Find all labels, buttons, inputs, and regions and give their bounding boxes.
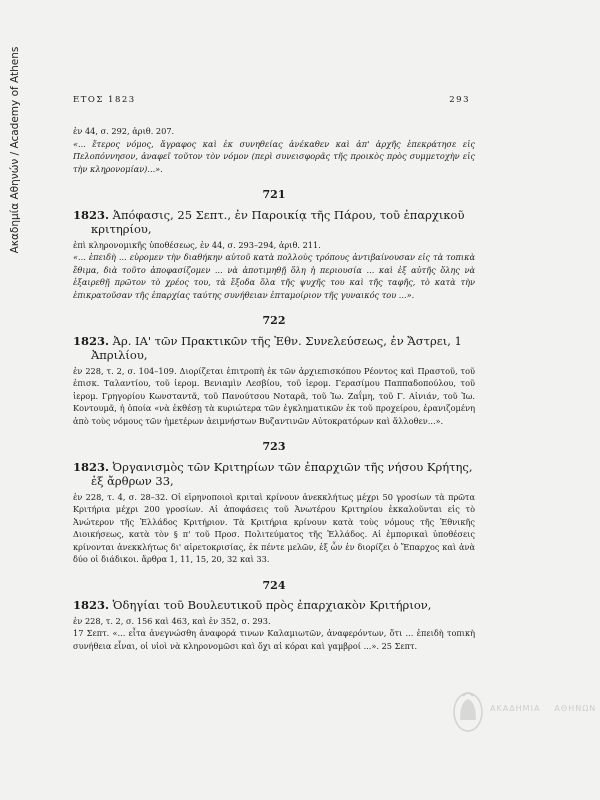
running-title: ΕΤΟΣ 1823 bbox=[73, 95, 136, 105]
entry-text: ἐν 228, τ. 2, σ. 104–109. Διορίζεται ἐπιτροπὴ ἐκ τῶν ἀρχιεπισκόπου Ρέοντος καὶ Πραστοῦ, τοῦ ἐπισκ. Ταλαντίου, τοῦ ἱερομ. Βενιαμὶν Λεσβίου, τοῦ ἱερομ. Γερασίμου Παππαδοπούλου, τοῦ ἱερομ. Γρηγορίου Κωνσταντᾶ, τοῦ Πανούτσου Νοταρᾶ, τοῦ Ἰω. Ζαΐμη, τοῦ Γ. Αἰνιάν, τοῦ Ἰω. Κοντουμᾶ, ἡ ὁποία «νὰ ἐκθέσῃ τὰ κυριώτερα τῶν ἐγκληματικῶν ἐκ τοῦ προχείρου, ἐρανιζομένη ἀπὸ τοὺς νόμους τῶν ἡμετέρων ἀειμνήστων Βυζαντινῶν Αὐτοκρατόρων καὶ ἄλλοθεν...». bbox=[73, 365, 475, 426]
logo-text-right: ΑΘΗΝΩΝ bbox=[554, 704, 597, 713]
academy-logo-watermark bbox=[450, 690, 597, 735]
entry-721 bbox=[73, 189, 475, 301]
entry-year: 1823. bbox=[73, 459, 110, 474]
page-number: 293 bbox=[449, 95, 470, 105]
entry-number: 724 bbox=[262, 578, 286, 592]
entry-year: 1823. bbox=[73, 598, 110, 612]
entry-text: 17 Σεπτ. «... εἶτα ἀνεγνώσθη ἀναφορά τινων Καλαμιωτῶν, ἀναφερόντων, ὅτι ... ἐπειδὴ τοπικὴ συνήθεια εἶναι, οἱ υἱοὶ νὰ κληρονομῶσι καὶ ὄχι αἱ κόραι καὶ γαμβροί ...». 25 Σεπτ. bbox=[73, 628, 475, 651]
entry-title bbox=[73, 460, 475, 489]
entry-722 bbox=[73, 315, 475, 427]
side-watermark-text: Ακαδημία Αθηνών / Academy of Athens bbox=[9, 46, 21, 254]
side-watermark bbox=[6, 40, 24, 260]
entry-723 bbox=[73, 441, 475, 566]
entry-title-text: Ὀργανισμὸς τῶν Κριτηρίων τῶν ἐπαρχιῶν τῆς νήσου Κρήτης, ἐξ ἄρθρων 33, bbox=[91, 459, 473, 488]
entry-year: 1823. bbox=[73, 333, 110, 348]
helmet-emblem-icon bbox=[450, 690, 486, 734]
entry-title-text: Ἀρ. ΙΑ' τῶν Πρακτικῶν τῆς Ἐθν. Συνελεύσεως, ἐν Ἄστρει, 1 Ἀπριλίου, bbox=[91, 333, 462, 362]
running-header bbox=[73, 95, 470, 105]
entry-text: «... ἐπειδὴ ... εὑρομεν τὴν διαθήκην αὐτοῦ κατὰ πολλοὺς τρόπους ἀντιβαίνουσαν εἰς τὰ τοπικὰ ἔθιμα, διὰ τοῦτο ἀποφασίζομεν ... νὰ ἀποτιμηθῇ ὅλη ἡ περιουσία ... καὶ ἐξ αὐτῆς ὅλης νὰ ἐξαιρεθῇ πρῶτον τὸ χρέος του, τὰ ἔξοδα ὅλα τῆς ψυχῆς του καὶ τῆς ταφῆς, τὸ κατὰ τὴν ἐπικρατοῦσαν τῆς ἐπαρχίας ταύτης συνήθειαν ἐπταμοίριον τῆς γυναικός του ...». bbox=[73, 252, 475, 300]
entry-724 bbox=[73, 580, 475, 653]
page-content bbox=[73, 125, 475, 652]
entry-number: 721 bbox=[262, 188, 286, 201]
entry-text: ἐν 228, τ. 4, σ. 28–32. Οἱ εἰρηνοποιοὶ κριταὶ κρίνουν ἀνεκκλήτως μέχρι 50 γροσίων τὰ πρῶτα Κριτήρια μέχρι 200 γροσίων. Αἱ ἀποφάσεις τοῦ Ἀνωτέρου Κριτηρίου ἐκκαλοῦνται εἰς τὸ Ἀνώτερον τῆς Ἑλλάδος Κριτήριον. Τὰ Κριτήρια κρίνουν κατὰ τοὺς νόμους τῆς Ἐθνικῆς Διοικήσεως, κατὰ τὸν § π' τοῦ Προσ. Πολιτεύματος τῆς Ἑλλάδος. Αἱ ἐμπορικαὶ ὑποθέσεις κρίνονται ἀνεκκλήτως δι' αἱρετοκρισίας, ἐκ πέντε μελῶν, ἐξ ὧν ἐν διορίζει ὁ Ἔπαρχος καὶ ἀνὰ δύο οἱ διάδικοι. ἄρθρα 1, 11, 15, 20, 32 καὶ 33. bbox=[73, 491, 475, 564]
logo-watermark-text bbox=[490, 704, 596, 713]
entry-number: 723 bbox=[262, 440, 286, 453]
entry-title bbox=[73, 208, 475, 237]
entry-title bbox=[73, 334, 475, 363]
entry-title-text: Ὁδηγίαι τοῦ Βουλευτικοῦ πρὸς ἐπαρχιακὸν Κριτήριον, bbox=[112, 598, 432, 612]
entry-ref: ἐπὶ κληρονομικῆς ὑποθέσεως, ἐν 44, σ. 293–294, ἀριθ. 211. bbox=[73, 239, 321, 250]
entry-number: 722 bbox=[262, 314, 286, 327]
entry-title bbox=[73, 598, 475, 613]
entry-year: 1823. bbox=[73, 207, 110, 222]
entry-title-text: Ἀπόφασις, 25 Σεπτ., ἐν Παροικίᾳ τῆς Πάρου, τοῦ ἐπαρχικοῦ κριτηρίου, bbox=[91, 207, 465, 236]
continuation-ref: ἐν 44, σ. 292, ἀριθ. 207. bbox=[73, 126, 175, 136]
continuation-quote: «... ἕτερος νόμος, ἄγραφος καὶ ἐκ συνηθείας ἀνέκαθεν καὶ ἀπ' ἀρχῆς ἐπεκράτησε εἰς Πελοπόννησον, ἀναφεῖ τοῦτον τὸν νόμον (περὶ συνεισφορᾶς τῆς προικὸς πρὸς συμμετοχὴν εἰς τὴν κληρονομίαν)...». bbox=[73, 138, 475, 174]
logo-text-left: ΑΚΑΔΗΜΙΑ bbox=[490, 704, 541, 713]
entry-ref: ἐν 228, τ. 2, σ. 156 καὶ 463, καὶ ἐν 352, σ. 293. bbox=[73, 615, 271, 626]
